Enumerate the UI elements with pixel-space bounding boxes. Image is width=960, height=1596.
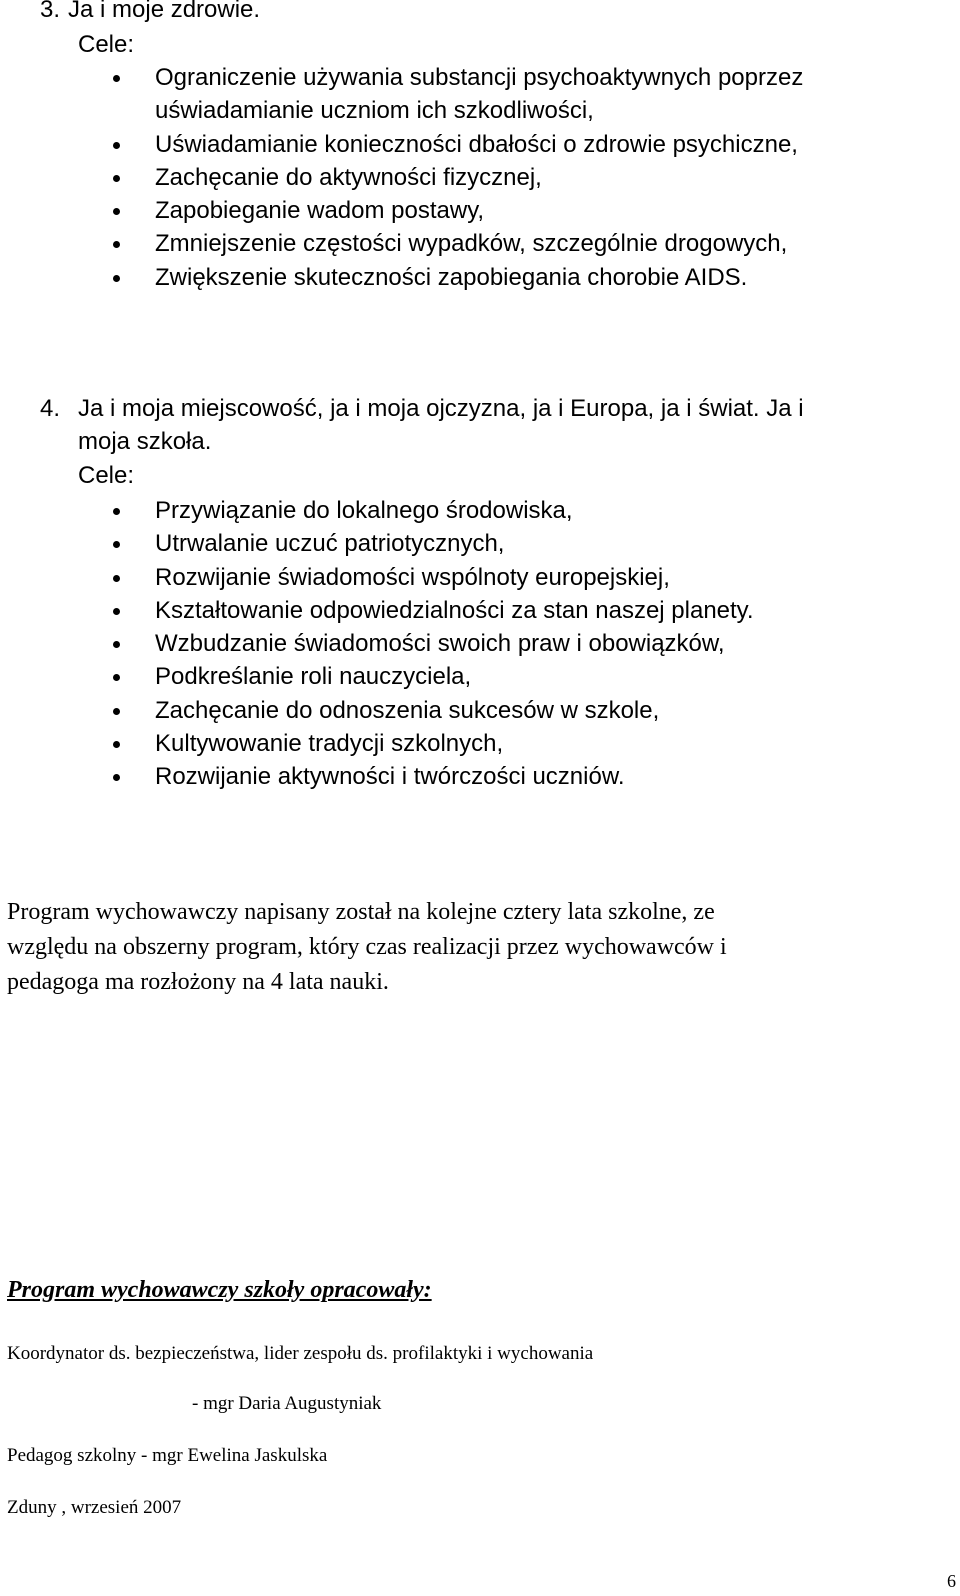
section-4-number: 4. bbox=[40, 395, 61, 422]
pedagogue-line: Pedagog szkolny - mgr Ewelina Jaskulska bbox=[7, 1445, 328, 1466]
bullet-icon bbox=[113, 608, 120, 615]
summary-line-2: względu na obszerny program, który czas realizacji przez wychowawców i bbox=[7, 934, 727, 960]
list-item: Zachęcanie do odnoszenia sukcesów w szkole, bbox=[0, 694, 960, 727]
list-item: Ograniczenie używania substancji psychoaktywnych poprzez bbox=[0, 61, 960, 94]
section-4-goals-label: Cele: bbox=[78, 462, 135, 489]
summary-line-1: Program wychowawczy napisany został na kolejne cztery lata szkolne, ze bbox=[7, 899, 715, 925]
section-3-heading bbox=[0, 0, 960, 26]
bullet-icon bbox=[113, 208, 120, 215]
list-item: Zmniejszenie częstości wypadków, szczególnie drogowych, bbox=[0, 227, 960, 260]
list-item: Zapobieganie wadom postawy, bbox=[0, 194, 960, 227]
section-4-heading bbox=[0, 392, 960, 425]
section-3-title: Ja i moje zdrowie. bbox=[68, 0, 261, 23]
bullet-icon bbox=[113, 241, 120, 248]
bullet-icon bbox=[113, 75, 120, 82]
list-item: Zachęcanie do aktywności fizycznej, bbox=[0, 161, 960, 194]
place-date: Zduny , wrzesień 2007 bbox=[7, 1497, 182, 1518]
bullet-icon bbox=[113, 708, 120, 715]
bullet-icon bbox=[113, 741, 120, 748]
section-3-number: 3. bbox=[40, 0, 61, 23]
list-item: Rozwijanie aktywności i twórczości uczniów. bbox=[0, 760, 960, 793]
section-4-title-line-2: moja szkoła. bbox=[78, 428, 212, 455]
authors-heading: Program wychowawczy szkoły opracowały: bbox=[7, 1277, 432, 1303]
summary-line-3: pedagoga ma rozłożony na 4 lata nauki. bbox=[7, 969, 389, 995]
list-item: Zwiększenie skuteczności zapobiegania chorobie AIDS. bbox=[0, 261, 960, 294]
section-3-goals-list bbox=[0, 61, 960, 294]
bullet-icon bbox=[113, 541, 120, 548]
list-item: Kształtowanie odpowiedzialności za stan naszej planety. bbox=[0, 594, 960, 627]
list-item: Kultywowanie tradycji szkolnych, bbox=[0, 727, 960, 760]
list-item: Podkreślanie roli nauczyciela, bbox=[0, 660, 960, 693]
list-item: Wzbudzanie świadomości swoich praw i obowiązków, bbox=[0, 627, 960, 660]
list-item: Uświadamianie konieczności dbałości o zdrowie psychiczne, bbox=[0, 128, 960, 161]
list-item: Przywiązanie do lokalnego środowiska, bbox=[0, 494, 960, 527]
list-item: Rozwijanie świadomości wspólnoty europejskiej, bbox=[0, 561, 960, 594]
section-3-goals-label: Cele: bbox=[78, 31, 135, 58]
coordinator-name: - mgr Daria Augustyniak bbox=[192, 1393, 382, 1414]
bullet-icon bbox=[113, 575, 120, 582]
section-4-title-line-1: Ja i moja miejscowość, ja i moja ojczyzna, ja i Europa, ja i świat. Ja i bbox=[78, 395, 804, 422]
list-item-continuation: uświadamianie uczniom ich szkodliwości, bbox=[155, 97, 594, 125]
bullet-icon bbox=[113, 175, 120, 182]
bullet-icon bbox=[113, 674, 120, 681]
bullet-icon bbox=[113, 774, 120, 781]
section-4-goals-list bbox=[0, 494, 960, 794]
coordinator-line: Koordynator ds. bezpieczeństwa, lider zespołu ds. profilaktyki i wychowania bbox=[7, 1343, 594, 1364]
bullet-icon bbox=[113, 508, 120, 515]
bullet-icon bbox=[113, 641, 120, 648]
list-item: Utrwalanie uczuć patriotycznych, bbox=[0, 527, 960, 560]
bullet-icon bbox=[113, 142, 120, 149]
bullet-icon bbox=[113, 275, 120, 282]
page-number: 6 bbox=[947, 1571, 956, 1591]
